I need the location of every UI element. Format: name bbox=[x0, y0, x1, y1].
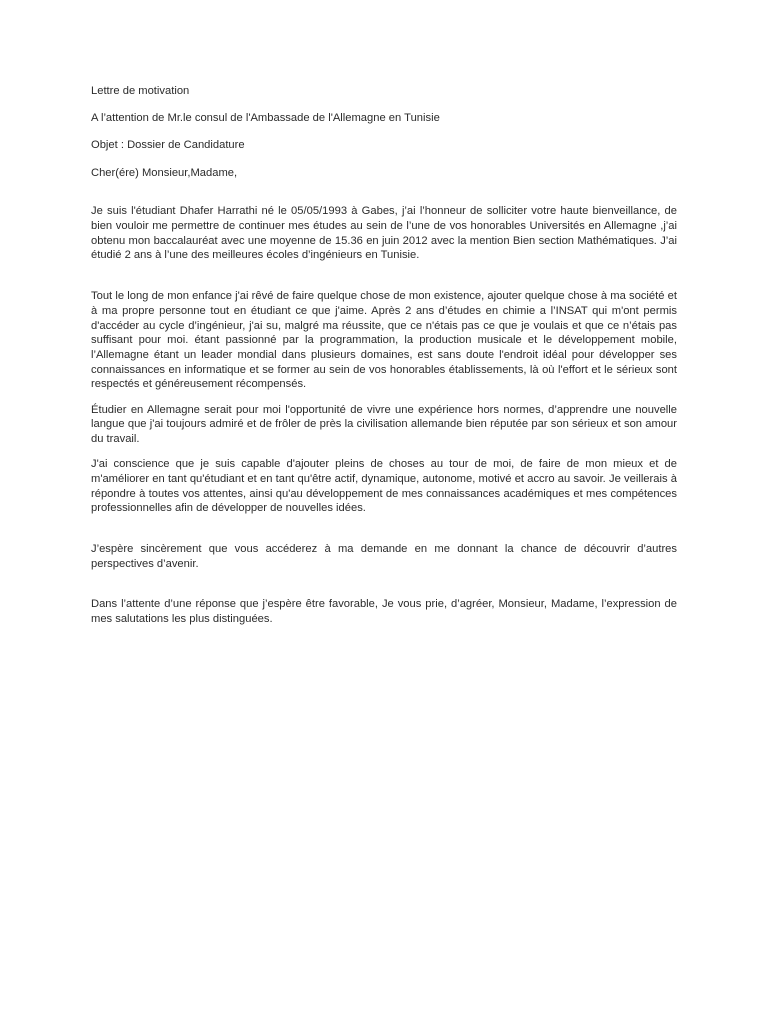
letter-page bbox=[91, 84, 677, 627]
paragraph-closing: Dans l’attente d’une réponse que j’espère être favorable, Je vous prie, d’agréer, Monsieur, Madame, l’expression de mes salutations les plus distinguées. bbox=[91, 598, 677, 626]
paragraph-capabilities: J'ai conscience que je suis capable d'ajouter pleins de choses au tour de moi, de faire de mon mieux et de m'améliorer en tant qu'étudiant et en tant qu'être actif, dynamique, autonome, motivé et accro au savoir. Je veillerais à répondre à toutes vos attentes, ainsi qu'au développement de mes connaissances académiques et mes compétences professionnelles afin de développer de nouvelles idées. bbox=[91, 458, 677, 515]
paragraph-motivation: Tout le long de mon enfance j'ai rêvé de faire quelque chose de mon existence, ajouter quelque chose à ma société et à ma propre personne tout en étudiant ce que j'aime. Après 2 ans d’études en chimie a l’INSAT qui m'ont permis d'accéder au cycle d’ingénieur, j'ai su, malgré ma réussite, que ce n'étais pas ce que je voulais et que ce n’étais pas suffisant pour moi. étant passionné par la programmation, la production musicale et le développement mobile, l’Allemagne étant un leader mondial dans plusieurs domaines, est sans doute l'endroit idéal pour développer ses connaissances en informatique et se former au sein de vos honorables établissements, là où l'effort et le sérieux sont respectés et généreusement récompensés. bbox=[91, 290, 677, 391]
paragraph-introduction: Je suis l'étudiant Dhafer Harrathi né le 05/05/1993 à Gabes, j’ai l’honneur de solliciter votre haute bienveillance, de bien vouloir me permettre de continuer mes études au sein de l’une de vos honorables Universités en Allemagne ,j’ai obtenu mon baccalauréat avec une moyenne de 15.36 en juin 2012 avec la mention Bien section Mathématiques. J’ai étudié 2 ans à l’une des meilleures écoles d’ingénieurs en Tunisie. bbox=[91, 205, 677, 262]
paragraph-germany: Étudier en Allemagne serait pour moi l'opportunité de vivre une expérience hors normes, d’apprendre une nouvelle langue que j'ai toujours admiré et de frôler de près la civilisation allemande bien réputée par son sérieux et son amour du travail. bbox=[91, 403, 677, 445]
letter-recipient: A l’attention de Mr.le consul de l'Ambassade de l'Allemagne en Tunisie bbox=[91, 112, 440, 125]
paragraph-request: J’espère sincèrement que vous accéderez à ma demande en me donnant la chance de découvrir d’autres perspectives d’avenir. bbox=[91, 542, 677, 570]
letter-salutation: Cher(ére) Monsieur,Madame, bbox=[91, 166, 238, 179]
letter-title: Lettre de motivation bbox=[91, 85, 190, 97]
letter-subject: Objet : Dossier de Candidature bbox=[91, 139, 245, 152]
